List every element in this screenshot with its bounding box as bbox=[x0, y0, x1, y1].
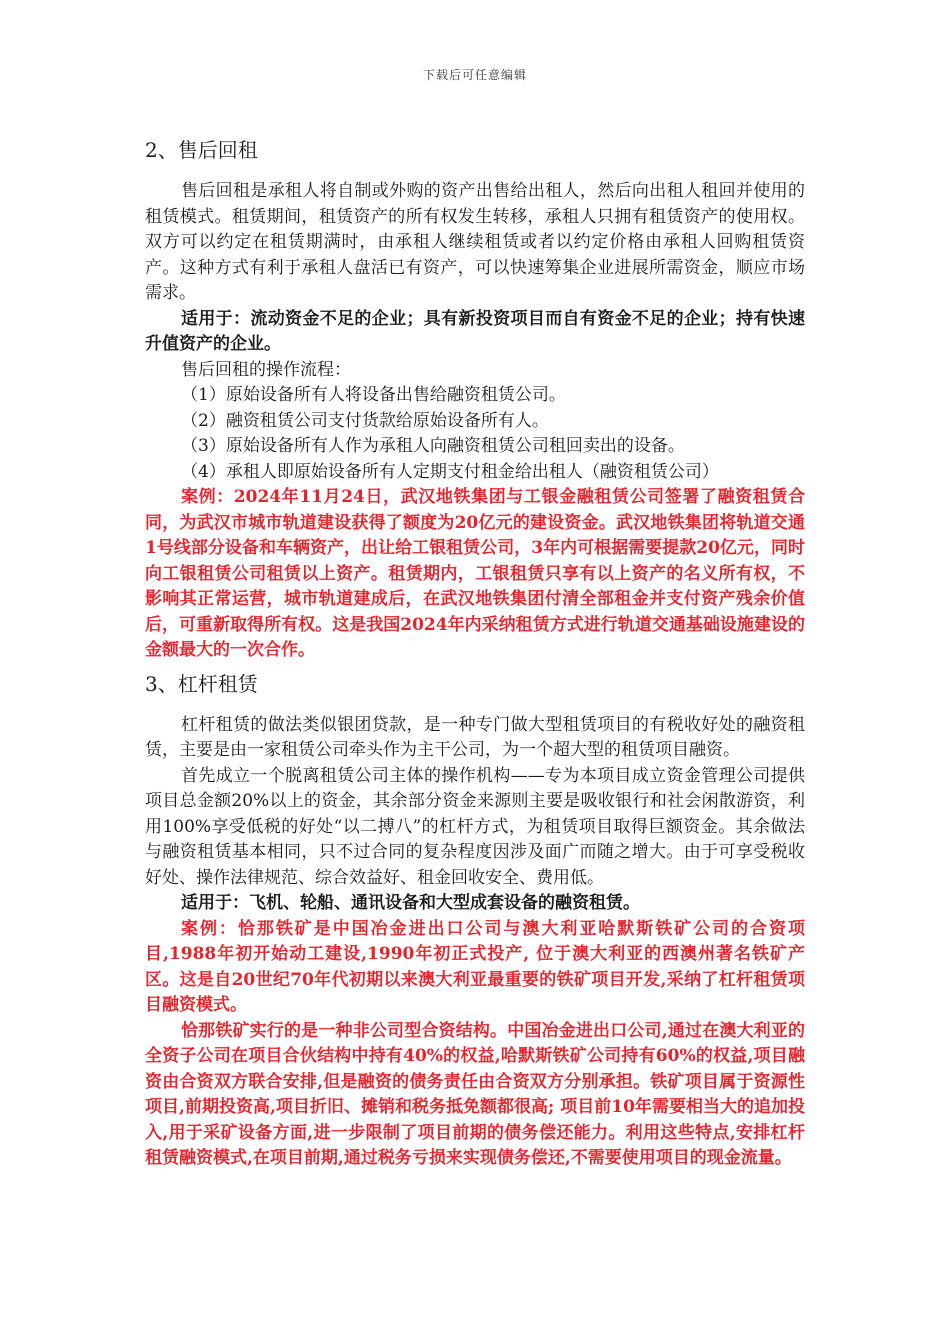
leveraged-para-1: 杠杆租赁的做法类似银团贷款，是一种专门做大型租赁项目的有税收好处的融资租赁，主要是由一家租赁公司牵头作为主干公司，为一个超大型的租赁项目融资。 bbox=[145, 714, 805, 760]
process-step: （2）融资租赁公司支付货款给原始设备所有人。 bbox=[181, 410, 549, 431]
leaseback-case: 案例：2024年11月24日，武汉地铁集团与工银金融租赁公司签署了融资租赁合同，为武汉市城市轨道建设获得了额度为20亿元的建设资金。武汉地铁集团将轨道交通1号线部分设备和车辆资产，出让给工银租赁公司，3年内可根据需要提款20亿元，同时向工银租赁公司租赁以上资产。租赁期内，工银租赁只享有以上资产的名义所有权，不影响其正常运营，城市轨道建成后，在武汉地铁集团付清全部租金并支付资产残余价值后，可重新取得所有权。这是我国2024年内采纳租赁方式进行轨道交通基础设施建设的金额最大的一次合作。 bbox=[145, 487, 805, 660]
leveraged-para-2: 首先成立一个脱离租赁公司主体的操作机构——专为本项目成立资金管理公司提供项目总金额20%以上的资金，其余部分资金来源则主要是吸收银行和社会闲散游资，利用100%享受低税的好处“以二搏八”的杠杆方式，为租赁项目取得巨额资金。其余做法与融资租赁基本相同，只不过合同的复杂程度因涉及面广而随之增大。由于可享受税收好处、操作法律规范、综合效益好、租金回收安全、费用低。 bbox=[145, 765, 805, 888]
page-header: 下载后可任意编辑 bbox=[422, 68, 527, 82]
leaseback-intro: 售后回租是承租人将自制或外购的资产出售给出租人，然后向出租人租回并使用的租赁模式。租赁期间，租赁资产的所有权发生转移，承租人只拥有租赁资产的使用权。双方可以约定在租赁期满时，由承租人继续租赁或者以约定价格由承租人回购租赁资产。这种方式有利于承租人盘活已有资产，可以快速筹集企业进展所需资金，顺应市场需求。 bbox=[145, 181, 805, 303]
leaseback-process-title: 售后回租的操作流程： bbox=[181, 359, 351, 380]
leveraged-case-2: 恰那铁矿实行的是一种非公司型合资结构。中国冶金进出口公司,通过在澳大利亚的全资子公司在项目合伙结构中持有40%的权益,哈默斯铁矿公司持有60%的权益,项目融资由合资双方联合安排,但是融资的债务责任由合资双方分别承担。铁矿项目属于资源性项目,前期投资高,项目折旧、摊销和税务抵免额都很高; 项目前10年需要相当大的追加投入,用于采矿设备方面,进一步限制了项目前期的债务偿还能力。利用这些特点,安排杠杆租赁融资模式,在项目前期,通过税务亏损来实现债务偿还,不需要使用项目的现金流量。 bbox=[145, 1020, 805, 1168]
leveraged-case-1: 案例：恰那铁矿是中国冶金进出口公司与澳大利亚哈默斯铁矿公司的合资项目,1988年初开始动工建设,1990年初正式投产, 位于澳大利亚的西澳州著名铁矿产区。这是自20世纪70年代初期以来澳大利亚最重要的铁矿项目开发,采纳了杠杆租赁项目融资模式。 bbox=[145, 918, 805, 1015]
leaseback-applicable: 适用于：流动资金不足的企业；具有新投资项目而自有资金不足的企业；持有快速升值资产的企业。 bbox=[145, 308, 805, 354]
process-step: （3）原始设备所有人作为承租人向融资租赁公司租回卖出的设备。 bbox=[181, 436, 685, 456]
document-body bbox=[145, 130, 805, 1172]
process-step: （1）原始设备所有人将设备出售给融资租赁公司。 bbox=[181, 385, 566, 405]
process-step: （4）承租人即原始设备所有人定期支付租金给出租人（融资租赁公司） bbox=[181, 461, 719, 482]
section-heading-leaseback: 2、售后回租 bbox=[145, 138, 258, 162]
leveraged-applicable: 适用于：飞机、轮船、通讯设备和大型成套设备的融资租赁。 bbox=[181, 893, 640, 913]
section-heading-leveraged-lease: 3、杠杆租赁 bbox=[145, 671, 258, 696]
